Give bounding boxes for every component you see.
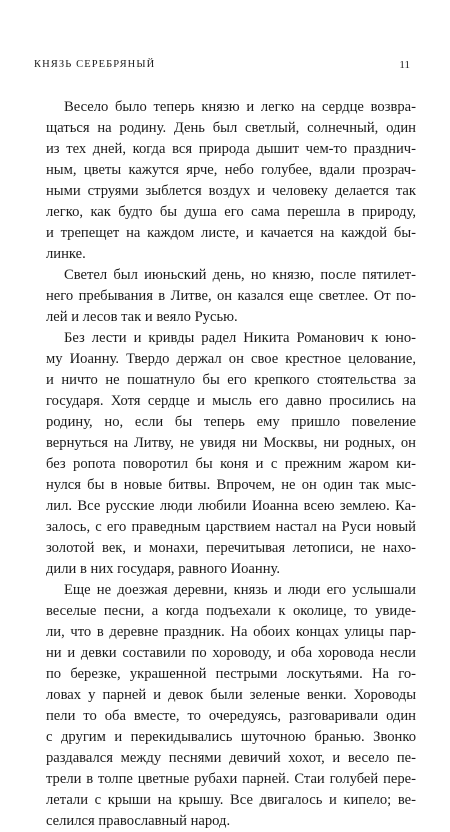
text-line: ным, цветы кажутся ярче, небо голубее, вдали прозрач- <box>46 162 416 178</box>
text-line: нулся бы в новые битвы. Впрочем, не он один так мыс- <box>46 477 416 493</box>
text-line: пели то оба вместе, то очередуясь, разговаривали один <box>46 708 416 724</box>
text-line: золотой век, и монахи, перечитывая летописи, не нахо- <box>46 540 416 556</box>
text-line: лей и лесов так и веяло Русью. <box>46 309 238 325</box>
text-line: залось, с его праведным царствием настал на Руси новый <box>46 519 416 535</box>
text-line: Еще не доезжая деревни, князь и люди его услышали <box>64 582 416 598</box>
text-line: веселые песни, а когда подъехали к околице, то увиде- <box>46 603 416 619</box>
text-line: него пребывания в Литве, он казался еще светлее. От по- <box>46 288 416 304</box>
text-line: по березке, украшенной пестрыми лоскутьями. На го- <box>46 666 416 682</box>
text-line: Весело было теперь князю и легко на сердце возвра- <box>64 99 416 115</box>
text-line: Светел был июньский день, но князю, после пятилет- <box>64 267 416 283</box>
text-line: му Иоанну. Твердо держал он свое крестное целование, <box>46 351 416 367</box>
text-line: легко, как будто бы душа его сама перешла в природу, <box>46 204 416 220</box>
text-line: с другим и перекидывались шуточною бранью. Звонко <box>46 729 416 745</box>
text-line: летали с крыши на крышу. Все двигалось и кипело; ве- <box>46 792 416 808</box>
text-line: родину, но, если бы теперь ему пришло повеление <box>46 414 416 430</box>
text-line: Без лести и кривды радел Никита Романович к юно- <box>64 330 416 346</box>
text-line: дили в них государя, равного Иоанну. <box>46 561 280 577</box>
text-line: и трепещет на каждом листе, и качается на каждой бы- <box>46 225 416 241</box>
text-line: вернуться на Литву, не увидя ни Москвы, ни родных, он <box>46 435 416 451</box>
text-line: из тех дней, когда вся природа дышит чем-то празднич- <box>46 141 416 157</box>
book-title: КНЯЗЬ СЕРЕБРЯНЫЙ <box>34 59 156 70</box>
text-line: ли, что в деревне праздник. На обоих концах улицы пар- <box>46 624 416 640</box>
text-line: щаться на родину. День был светлый, солнечный, один <box>46 120 416 136</box>
text-line: линке. <box>46 246 86 262</box>
page-number: 11 <box>399 59 410 71</box>
text-line: селился православный народ. <box>46 813 231 829</box>
body-text <box>46 97 416 832</box>
text-line: государя. Хотя сердце и мысль его давно просились на <box>46 393 416 409</box>
text-line: раздавался между песнями девичий хохот, и весело пе- <box>46 750 416 766</box>
running-header <box>34 59 410 73</box>
text-line: ни и девки составили по хороводу, и оба хоровода несли <box>46 645 416 661</box>
text-line: лил. Все русские люди любили Иоанна всею землею. Ка- <box>46 498 416 514</box>
text-line: ловах у парней и девок были зеленые венки. Хороводы <box>46 687 416 703</box>
text-line: ными струями зыблется воздух и человеку делается так <box>46 183 416 199</box>
text-line: без ропота поворотил бы коня и с прежним жаром ки- <box>46 456 416 472</box>
text-line: и ничто не пошатнуло бы его крепкого стоятельства за <box>46 372 416 388</box>
text-line: трели в толпе цветные рубахи парней. Стаи голубей пере- <box>46 771 416 787</box>
